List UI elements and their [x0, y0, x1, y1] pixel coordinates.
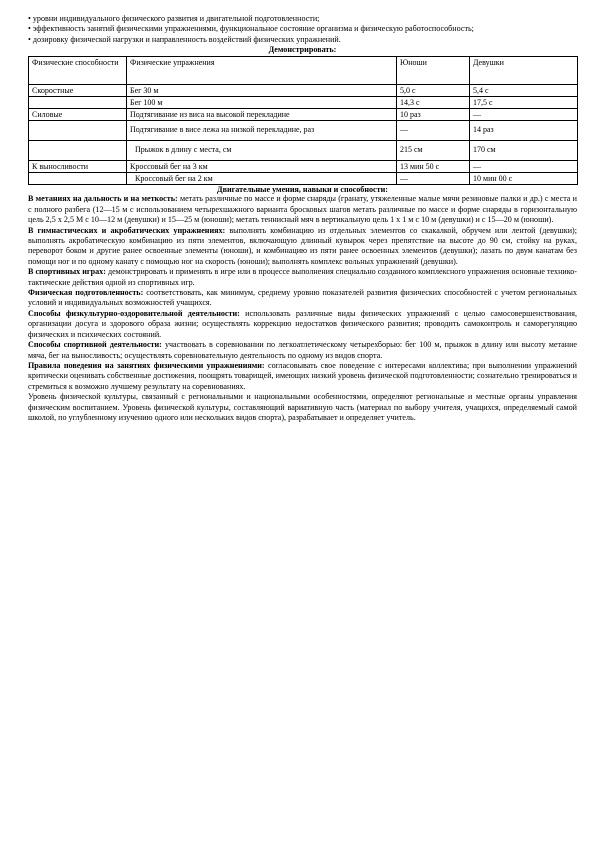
paragraph-text: выполнять комбинацию из отдельных элементов со скакалкой, обручем или лентой (девушки); выполнять акробатическую комбинацию из пяти элементов, включающую длинный кувырок через препятствие на высоте до 90 см, стойку на руках, переворот боком и другие ранее освоенные элементы (юноши), и комбинацию из пяти ранее освоенных элементов (девушки); лазать по двум канатам без помощи ног и по одному канату с помощью ног на скорость (юноши); выполнять комплекс вольных упражнений (девушки). [28, 225, 577, 266]
table-header-row [29, 56, 578, 84]
column-header-ability: Физические способности [29, 56, 127, 84]
table-row [29, 108, 578, 120]
exercise-cell: Подтягивание в висе лежа на низкой перекладине, раз [127, 120, 397, 140]
boys-cell: — [397, 172, 470, 184]
column-header-girls: Девушки [470, 56, 578, 84]
paragraph-behavior-rules [28, 361, 577, 392]
girls-cell: — [470, 108, 578, 120]
intro-item: • уровни индивидуального физического развития и двигательной подготовленности; [28, 14, 320, 23]
paragraph-gymnastics [28, 226, 577, 268]
paragraph-lead: Физическая подготовленность: [28, 288, 144, 298]
girls-cell: 170 см [470, 140, 578, 160]
paragraph-lead: В гимнастических и акробатических упражнениях: [28, 225, 226, 235]
boys-cell: 5,0 с [397, 84, 470, 96]
table-row [29, 120, 578, 140]
paragraph-text: согласовывать свое поведение с интересами коллектива; при выполнении упражнений критически оценивать собственные достижения, поощрять товарищей, имеющих низкий уровень физической подготовленности; сознательно тренироваться и стремиться к возможно лучшему результату на соревнованиях. [28, 360, 578, 391]
paragraph-lead: В метаниях на дальность и на меткость: [28, 194, 178, 204]
ability-cell: Силовые [29, 108, 127, 120]
ability-cell: Скоростные [29, 84, 127, 96]
girls-cell: 5,4 с [470, 84, 578, 96]
paragraph-text: демонстрировать и применять в игре или в процессе выполнения специально созданного комплексного упражнения основные технико-тактические действия одной из спортивных игр. [28, 267, 578, 287]
norms-table [28, 56, 578, 185]
boys-cell: 13 мин 50 с [397, 160, 470, 172]
exercise-cell: Бег 100 м [127, 96, 397, 108]
ability-cell [29, 172, 127, 184]
paragraph-throwing [28, 194, 577, 225]
exercise-cell: Подтягивание из виса на высокой перекладине [127, 108, 397, 120]
table-row [29, 160, 578, 172]
ability-cell: К выносливости [29, 160, 127, 172]
exercise-cell: Кроссовый бег на 2 км [127, 172, 397, 184]
boys-cell: 14,3 с [397, 96, 470, 108]
exercise-cell: Кроссовый бег на 3 км [127, 160, 397, 172]
paragraph-sport-games [28, 267, 577, 288]
paragraph-lead: Способы спортивной деятельности: [28, 340, 162, 350]
girls-cell: 10 мин 00 с [470, 172, 578, 184]
table-row [29, 84, 578, 96]
girls-cell: 17,5 с [470, 96, 578, 108]
paragraph-lead: Способы физкультурно-оздоровительной деятельности: [28, 308, 240, 318]
table-row [29, 172, 578, 184]
paragraph-text: использовать различные виды физических упражнений с целью самосовершенствования, организации досуга и здорового образа жизни; осуществлять коррекцию недостатков физического развития; проводить самоконтроль и саморегуляцию физических и психических состояний. [28, 308, 577, 339]
paragraph-wellness-activity [28, 309, 577, 340]
intro-item: • дозировку физической нагрузки и направленность воздействий физических упражнений. [28, 34, 341, 44]
ability-cell [29, 96, 127, 108]
exercise-cell: Бег 30 м [127, 84, 397, 96]
exercise-cell: Прыжок в длину с места, см [127, 140, 397, 160]
paragraph-text: метать различные по массе и форме снаряды (гранату, утяжеленные малые мячи резиновые палки и др.) с места и с полного разбега (12—15 м с использованием четырехшажного варианта бросковых шагов метать различные по массе и форме снаряды в горизонтальную цель 2,5 х 2,5 М с 10—12 м (девушки) и 15—25 м (юноши); метать теннисный мяч в вертикальную цель 1 х 1 м с 10 м (девушки) и с 15—20 м (юноши). [28, 194, 577, 225]
table-row [29, 96, 578, 108]
girls-cell: — [470, 160, 578, 172]
table-row [29, 140, 578, 160]
paragraph-lead: В спортивных играх: [28, 267, 106, 277]
paragraph-sport-activity [28, 340, 577, 361]
skills-title: Двигательные умения, навыки и способности: [217, 184, 388, 194]
document-page [28, 14, 577, 423]
boys-cell: — [397, 120, 470, 140]
ability-cell [29, 120, 127, 140]
paragraph-text: соответствовать, как минимум, среднему уровню показателей развития физических способностей с учетом региональных условий и индивидуальных возможностей учащихся. [28, 288, 578, 308]
column-header-boys: Юноши [397, 56, 470, 84]
girls-cell: 14 раз [470, 120, 578, 140]
paragraph-regional-level [28, 392, 577, 423]
paragraph-lead: Правила поведения на занятиях физическими упражнениями: [28, 360, 265, 370]
ability-cell [29, 140, 127, 160]
boys-cell: 10 раз [397, 108, 470, 120]
column-header-exercise: Физические упражнения [127, 56, 397, 84]
paragraph-physical-fitness [28, 288, 577, 309]
boys-cell: 215 см [397, 140, 470, 160]
demo-title: Демонстрировать: [268, 45, 337, 55]
paragraph-text: Уровень физической культуры, связанный с региональными и национальными особенностями, определяют региональные и местные органы управления физическим воспитанием. Уровень физической культуры, составляющий вариативную часть (материал по выбору учителя, учащихся, определяемый самой школой, по углубленному изучению одного или нескольких видов спорта), разрабатывает и определяет учитель. [28, 392, 577, 422]
paragraph-text: участвовать в соревновании по легкоатлетическому четырехборью: бег 100 м, прыжок в длину или высоту метание мяча, бег на выносливость; осуществлять соревновательную деятельность по одному из видов спорта. [28, 340, 577, 360]
intro-item: • эффективность занятий физическими упражнениями, функциональное состояние организма и физическую работоспособность; [28, 24, 474, 34]
